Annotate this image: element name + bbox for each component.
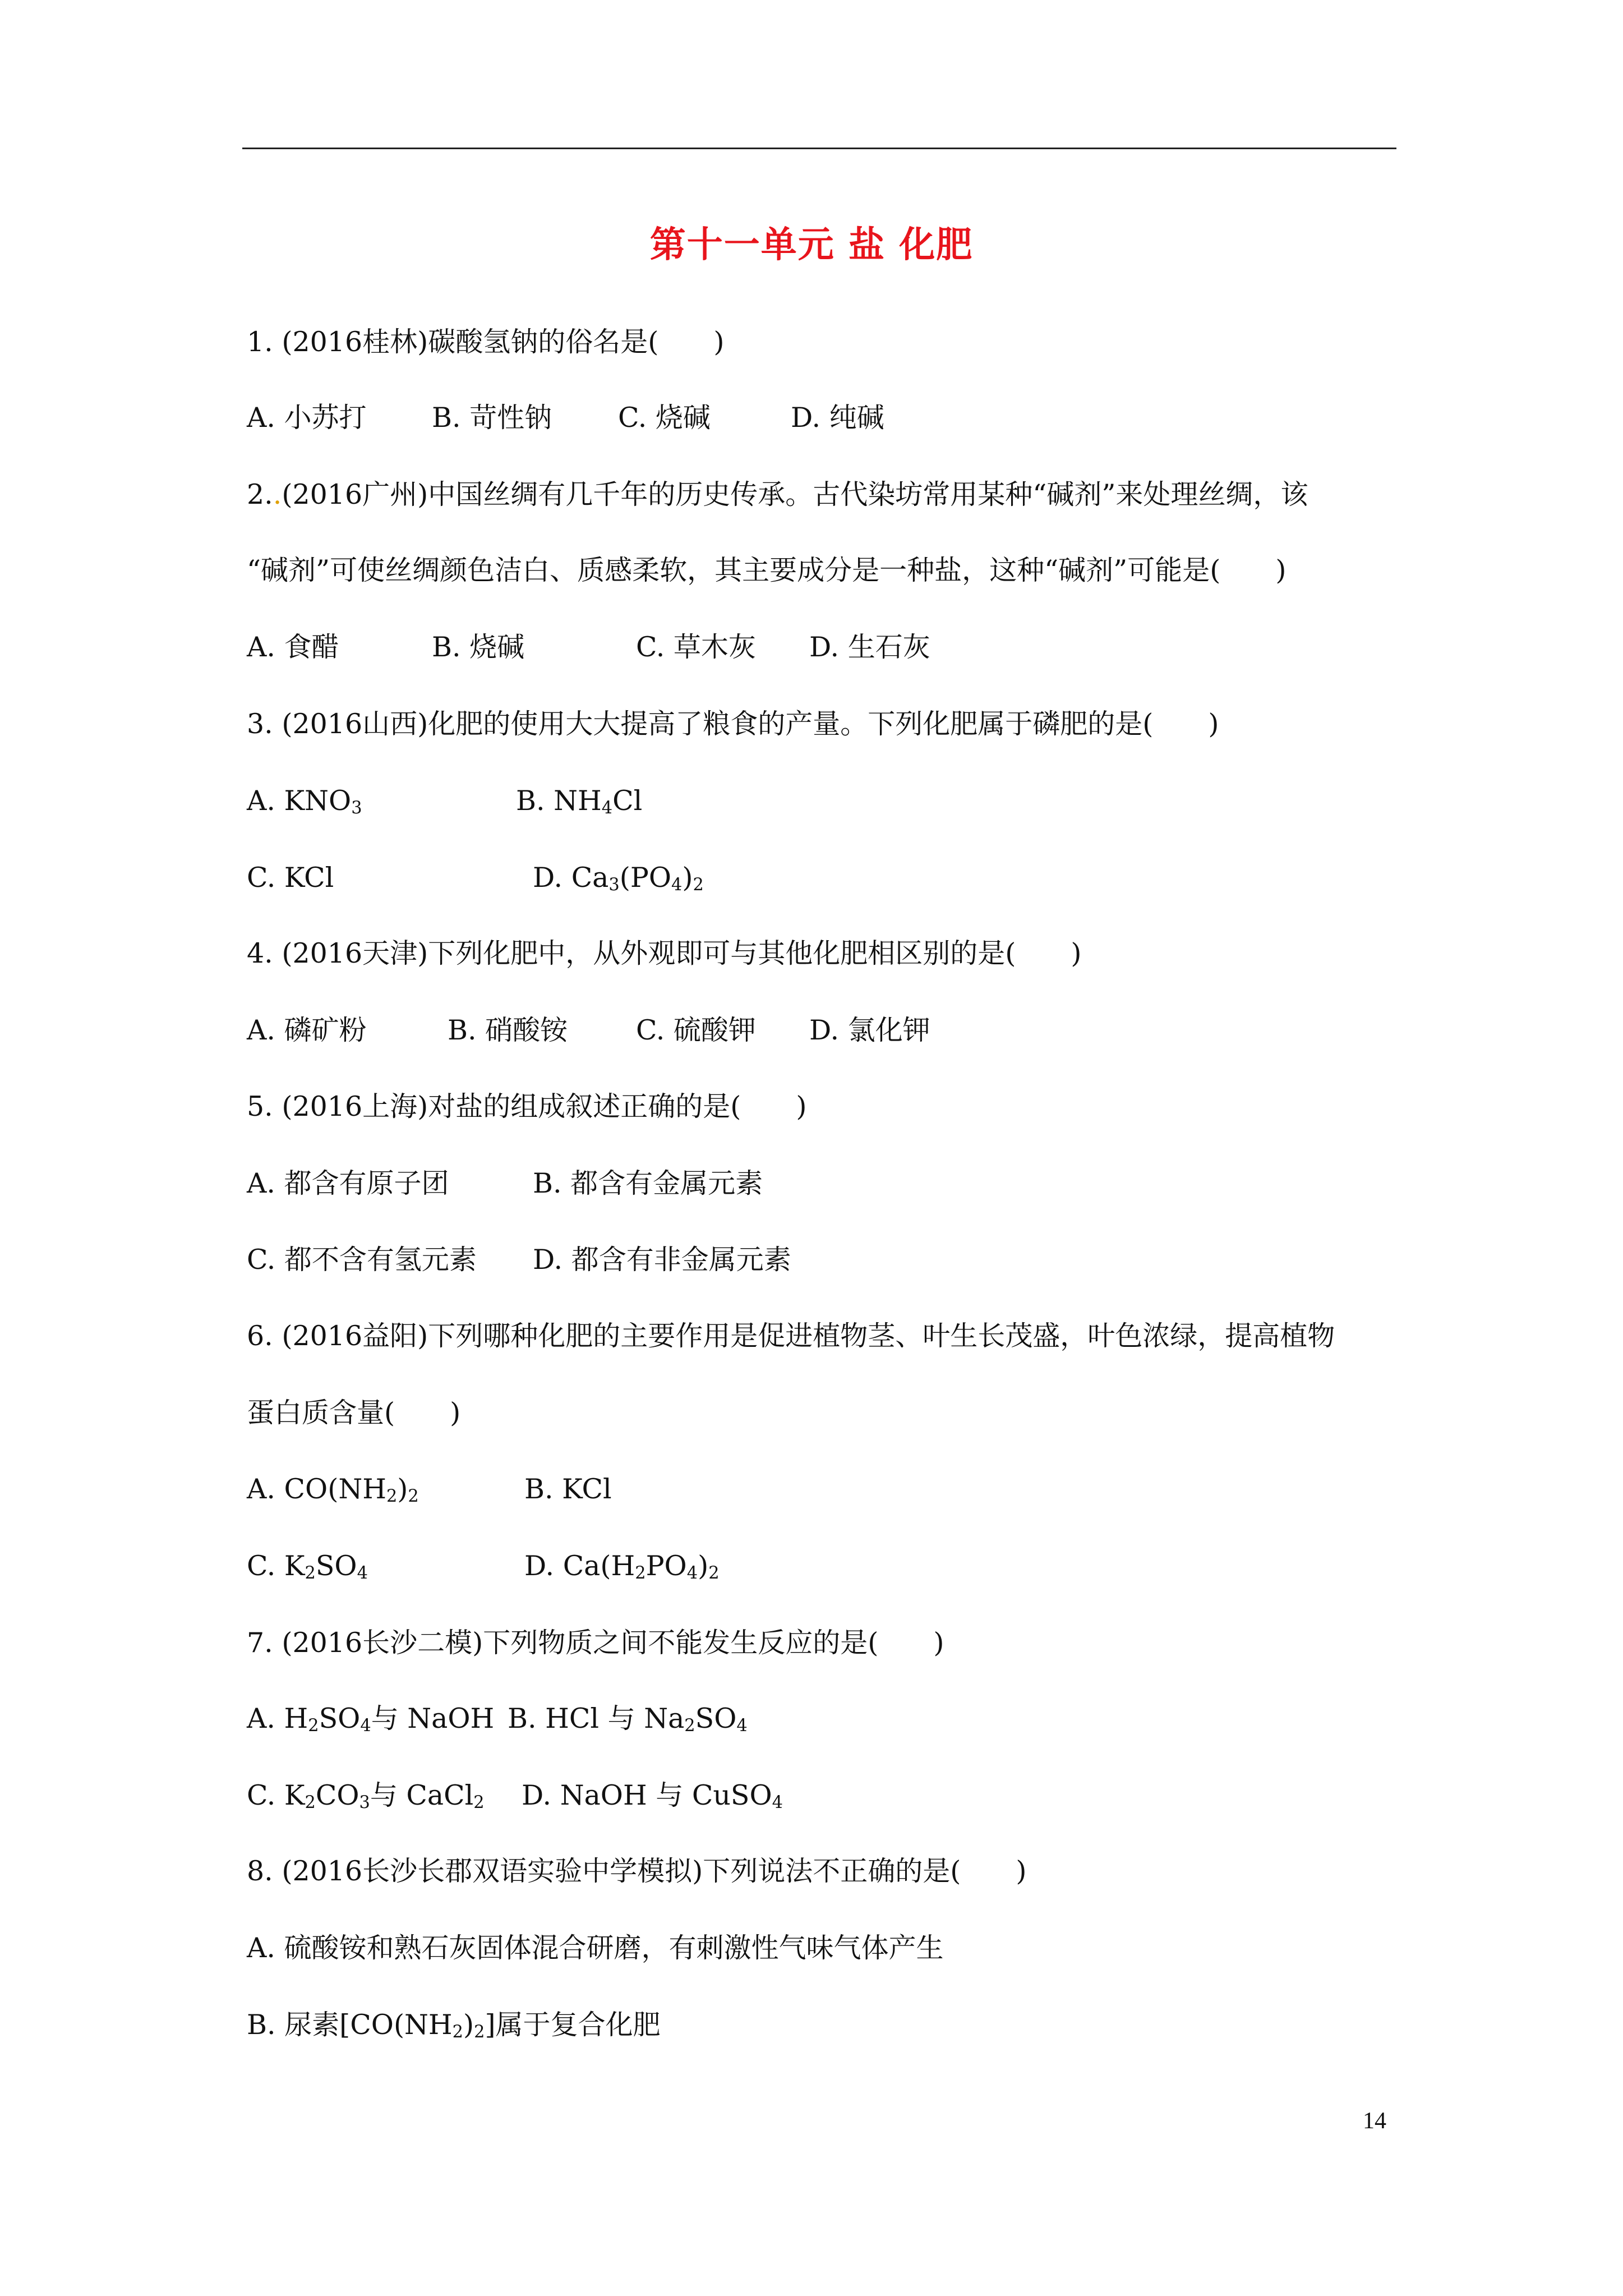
q7-option-b: B. HCl 与 $Na_2SO_4$ bbox=[508, 1703, 748, 1736]
q7-option-a: A. $H_2SO_4$与 NaOH bbox=[247, 1703, 495, 1736]
q4-option-b: B. 硝酸铵 bbox=[448, 1014, 568, 1046]
q1-option-c: C. 烧碱 bbox=[618, 402, 711, 434]
q7-option-d: D. NaOH 与 CuSO$_4$ bbox=[522, 1779, 783, 1813]
question-3-options-cd bbox=[247, 861, 704, 895]
q4-option-a: A. 磷矿粉 bbox=[247, 1014, 367, 1046]
q5-option-b: B. 都含有金属元素 bbox=[533, 1167, 763, 1199]
question-2-stem-line1 bbox=[247, 478, 1308, 512]
header-rule bbox=[242, 148, 1396, 149]
q6-option-b: B. KCl bbox=[524, 1473, 612, 1505]
question-4-options bbox=[247, 1014, 930, 1047]
q3-option-d: D. $Ca_3(PO_4)_2$ bbox=[533, 862, 704, 895]
question-4-stem: 4. (2016天津)下列化肥中，从外观即可与其他化肥相区别的是( ) bbox=[247, 937, 1082, 969]
q7-option-c: C. $K_2CO_3$与 CaCl$_2$ bbox=[247, 1779, 485, 1813]
page-title: 第十一单元 盐 化肥 bbox=[649, 224, 974, 266]
question-2-stem-line2: “碱剂”可使丝绸颜色洁白、质感柔软，其主要成分是一种盐，这种“碱剂”可能是( ) bbox=[247, 554, 1287, 586]
q3-option-b: B. $NH_4Cl$ bbox=[516, 785, 643, 818]
q2-stem-text1: (2016广州)中国丝绸有几千年的历史传承。古代染坊常用某种“碱剂”来处理丝绸，该 bbox=[282, 478, 1308, 510]
question-8-stem: 8. (2016长沙长郡双语实验中学模拟)下列说法不正确的是( ) bbox=[247, 1855, 1027, 1887]
q2-mark: . bbox=[273, 478, 282, 510]
q1-option-a: A. 小苏打 bbox=[247, 402, 367, 434]
question-6-options-cd bbox=[247, 1549, 720, 1584]
q1-option-b: B. 苛性钠 bbox=[432, 402, 552, 434]
question-7-options-cd bbox=[247, 1779, 783, 1813]
question-7-stem: 7. (2016长沙二模)下列物质之间不能发生反应的是( ) bbox=[247, 1627, 944, 1659]
q1-option-d: D. 纯碱 bbox=[791, 402, 884, 434]
question-6-stem-line2: 蛋白质含量( ) bbox=[247, 1397, 461, 1429]
question-1-stem: 1. (2016桂林)碳酸氢钠的俗名是( ) bbox=[247, 326, 725, 358]
question-7-options-ab bbox=[247, 1702, 748, 1736]
question-5-stem: 5. (2016上海)对盐的组成叙述正确的是( ) bbox=[247, 1091, 807, 1122]
page-number: 14 bbox=[1363, 2108, 1386, 2134]
q8-option-b: B. 尿素$[CO(NH_2)_2]$属于复合化肥 bbox=[247, 2009, 661, 2042]
question-5-options-ab bbox=[247, 1167, 763, 1200]
q6-option-a: A. $CO(NH_2)_2$ bbox=[247, 1473, 419, 1507]
question-5-options-cd bbox=[247, 1243, 791, 1277]
question-6-options-ab bbox=[247, 1473, 612, 1507]
q2-option-b: B. 烧碱 bbox=[432, 631, 525, 663]
question-3-options-ab bbox=[247, 784, 643, 818]
q2-option-a: A. 食醋 bbox=[247, 631, 339, 663]
q6-option-c: C. $K_2SO_4$ bbox=[247, 1550, 368, 1584]
question-3-stem: 3. (2016山西)化肥的使用大大提高了粮食的产量。下列化肥属于磷肥的是( ) bbox=[247, 708, 1219, 740]
q4-option-d: D. 氯化钾 bbox=[809, 1014, 930, 1046]
question-1-options bbox=[247, 401, 884, 435]
q2-option-d: D. 生石灰 bbox=[809, 631, 930, 663]
question-6-stem-line1: 6. (2016益阳)下列哪种化肥的主要作用是促进植物茎、叶生长茂盛，叶色浓绿，提高植物 bbox=[247, 1320, 1335, 1352]
q2-number: 2. bbox=[247, 478, 273, 510]
q5-option-c: C. 都不含有氢元素 bbox=[247, 1244, 477, 1276]
q2-option-c: C. 草木灰 bbox=[636, 631, 756, 663]
q8-option-a: A. 硫酸铵和熟石灰固体混合研磨，有刺激性气味气体产生 bbox=[247, 1932, 944, 1964]
q5-option-d: D. 都含有非金属元素 bbox=[533, 1244, 791, 1276]
q5-option-a: A. 都含有原子团 bbox=[247, 1167, 449, 1199]
question-2-options bbox=[247, 631, 930, 664]
q4-option-c: C. 硫酸钾 bbox=[636, 1014, 756, 1046]
q3-option-c: C. KCl bbox=[247, 862, 334, 894]
q6-option-d: D. $Ca(H_2PO_4)_2$ bbox=[524, 1550, 720, 1584]
q3-option-a: A. $KNO_3$ bbox=[247, 785, 362, 818]
